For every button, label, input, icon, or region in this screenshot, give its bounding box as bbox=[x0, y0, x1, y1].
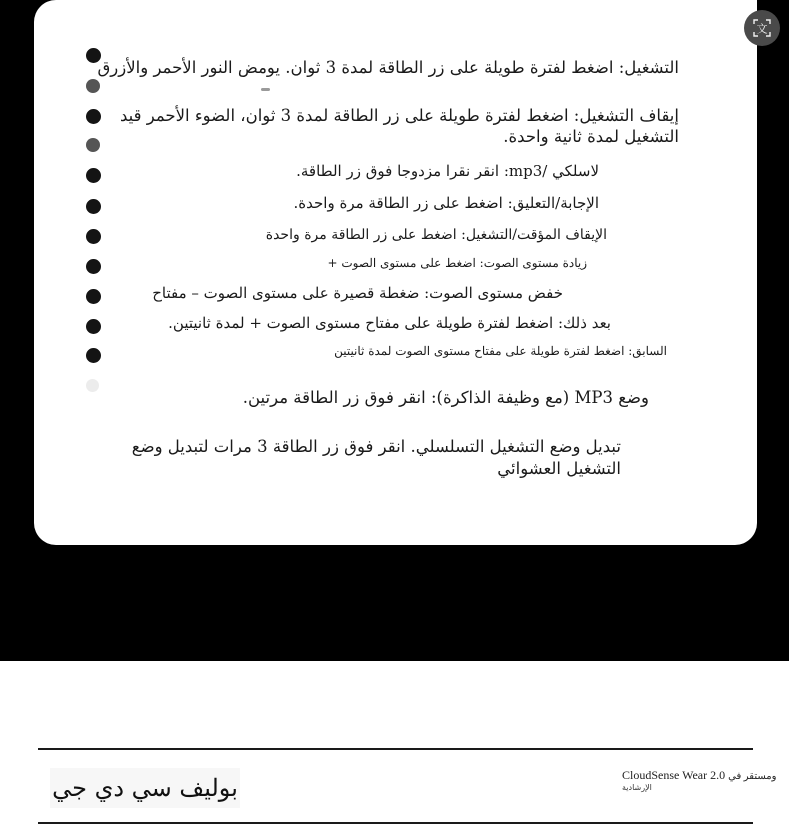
instruction-shuffle: تبديل وضع التشغيل التسلسلي. انقر فوق زر الطاقة 3 مرات لتبديل وضع التشغيل العشوائي bbox=[131, 437, 621, 478]
translate-button[interactable] bbox=[744, 10, 780, 46]
instruction-mp3-mode: وضع MP3 (مع وظيفة الذاكرة): انقر فوق زر الطاقة مرتين. bbox=[242, 388, 649, 407]
bullet-dot bbox=[86, 199, 101, 214]
instruction-answer-hangup: الإجابة/التعليق: اضغط على زر الطاقة مرة واحدة. bbox=[293, 194, 599, 212]
footer-brand: بوليف سي دي جي bbox=[50, 768, 240, 808]
bullet-dot bbox=[86, 379, 99, 392]
instruction-pause-play: الإيقاف المؤقت/التشغيل: اضغط على زر الطاقة مرة واحدة bbox=[265, 227, 607, 243]
bullet-dot bbox=[86, 168, 101, 183]
bullet-dot bbox=[86, 79, 100, 93]
product-prefix: ومستقر في bbox=[728, 771, 777, 782]
bullet-dot bbox=[86, 319, 101, 334]
bullet-dot bbox=[86, 289, 101, 304]
instruction-next: بعد ذلك: اضغط لفترة طويلة على مفتاح مستوى الصوت + لمدة ثانيتين. bbox=[168, 314, 611, 332]
instruction-power-off: إيقاف التشغيل: اضغط لفترة طويلة على زر الطاقة لمدة 3 ثوان، الضوء الأحمر قيد التشغيل لمدة ثانية واحدة. bbox=[119, 106, 679, 146]
instruction-volume-up: زيادة مستوى الصوت: اضغط على مستوى الصوت + bbox=[327, 256, 587, 270]
bullet-dot bbox=[86, 259, 101, 274]
svg-text:文: 文 bbox=[756, 22, 768, 36]
bullet-dot bbox=[86, 229, 101, 244]
instruction-power-on: التشغيل: اضغط لفترة طويلة على زر الطاقة لمدة 3 ثوان. يومض النور الأحمر والأزرق bbox=[97, 58, 679, 77]
instruction-volume-down: خفض مستوى الصوت: ضغطة قصيرة على مستوى الصوت – مفتاح bbox=[152, 284, 563, 302]
product-name: CloudSense Wear 2.0 bbox=[622, 768, 726, 782]
footer-top-rule bbox=[38, 748, 753, 750]
instruction-wireless-mp3: لاسلكي /mp3: انقر نقرا مزدوجا فوق زر الطاقة. bbox=[296, 162, 599, 180]
instruction-previous: السابق: اضغط لفترة طويلة على مفتاح مستوى الصوت لمدة ثانيتين bbox=[334, 344, 667, 358]
translate-icon bbox=[752, 18, 772, 38]
product-sub: الإرشادية bbox=[622, 783, 652, 792]
stray-mark bbox=[261, 88, 270, 91]
bullet-dot bbox=[86, 348, 101, 363]
footer-product bbox=[622, 768, 782, 798]
